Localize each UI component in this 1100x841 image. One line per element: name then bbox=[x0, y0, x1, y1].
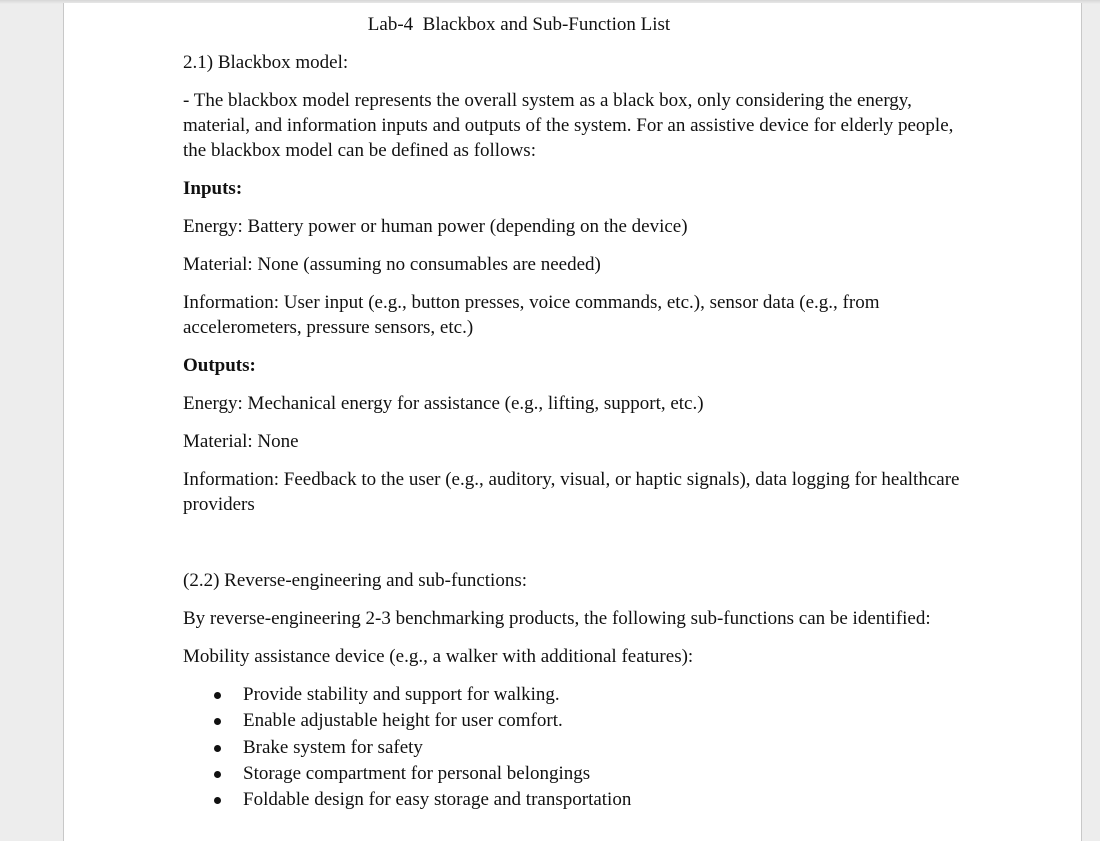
bullet-icon bbox=[214, 745, 221, 752]
bullet-icon bbox=[214, 718, 221, 725]
page-content[interactable] bbox=[183, 3, 973, 813]
list-item-text: Foldable design for easy storage and transportation bbox=[243, 789, 632, 811]
list-item bbox=[183, 682, 973, 708]
input-material: Material: None (assuming no consumables are needed) bbox=[183, 254, 601, 275]
list-item-text: Storage compartment for personal belongings bbox=[243, 762, 591, 784]
empty-paragraph bbox=[183, 517, 973, 555]
product-heading: Mobility assistance device (e.g., a walker with additional features): bbox=[183, 646, 694, 667]
section-2-1-heading: 2.1) Blackbox model: bbox=[183, 52, 349, 73]
document-title: Lab-4 Blackbox and Sub-Function List bbox=[367, 14, 671, 35]
list-item bbox=[183, 735, 973, 761]
list-item-text: Brake system for safety bbox=[243, 736, 423, 758]
list-item-text: Enable adjustable height for user comfort. bbox=[243, 710, 563, 732]
bullet-icon bbox=[214, 797, 221, 804]
sub-function-list bbox=[183, 682, 973, 813]
input-information: Information: User input (e.g., button presses, voice commands, etc.), sensor data (e.g., from accelerometers, pressure sensors, etc.) bbox=[183, 292, 880, 338]
list-item bbox=[183, 761, 973, 787]
list-item bbox=[183, 708, 973, 734]
outputs-heading: Outputs: bbox=[183, 355, 256, 376]
section-2-2-intro: By reverse-engineering 2-3 benchmarking products, the following sub-functions can be identified: bbox=[183, 608, 931, 629]
input-energy: Energy: Battery power or human power (depending on the device) bbox=[183, 216, 688, 237]
list-item bbox=[183, 787, 973, 813]
document-page[interactable] bbox=[63, 3, 1082, 841]
output-information: Information: Feedback to the user (e.g., auditory, visual, or haptic signals), data logging for healthcare providers bbox=[183, 469, 960, 515]
output-energy: Energy: Mechanical energy for assistance (e.g., lifting, support, etc.) bbox=[183, 393, 704, 414]
list-item-text: Provide stability and support for walking. bbox=[243, 684, 560, 705]
section-2-2-heading: (2.2) Reverse-engineering and sub-functions: bbox=[183, 570, 528, 591]
bullet-icon bbox=[214, 692, 221, 699]
section-2-1-intro: - The blackbox model represents the overall system as a black box, only considering the energy, material, and information inputs and outputs of the system. For an assistive device for elderly people, the blackbox model can be defined as follows: bbox=[183, 90, 954, 161]
inputs-heading: Inputs: bbox=[183, 178, 243, 199]
bullet-icon bbox=[214, 771, 221, 778]
output-material: Material: None bbox=[183, 431, 299, 452]
